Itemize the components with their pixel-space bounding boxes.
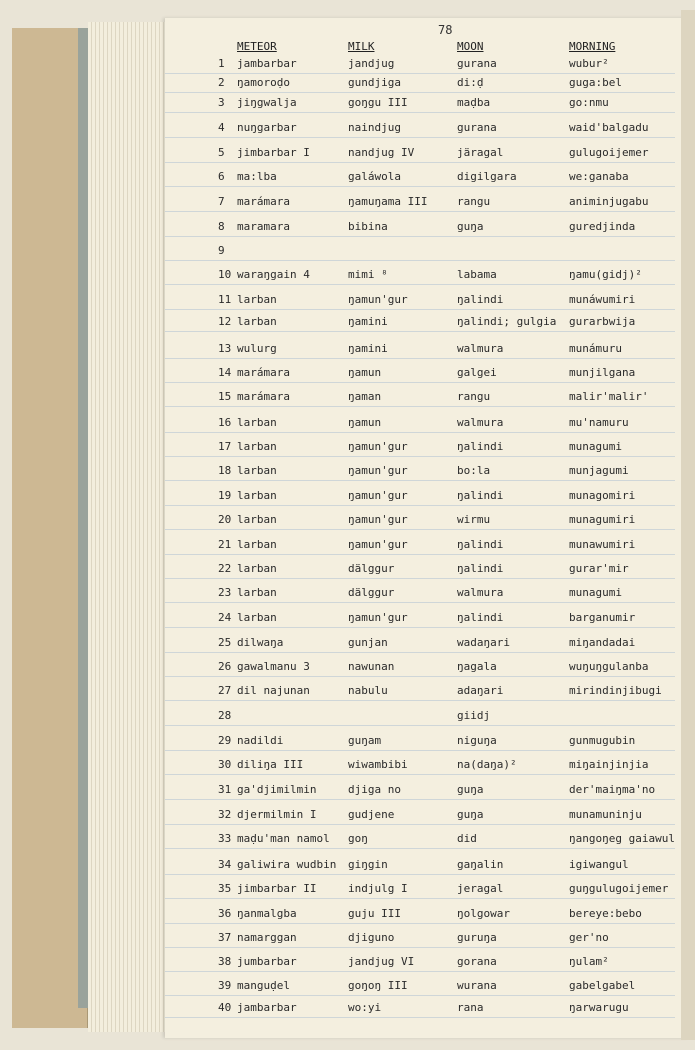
cell-moon: maḍba: [457, 96, 491, 109]
ruled-line: [165, 898, 675, 899]
cell-milk: goŋ: [348, 832, 368, 845]
cell-meteor: ŋamoroḍo: [237, 76, 290, 89]
cell-meteor: jumbarbar: [237, 955, 297, 968]
cell-milk: ŋamun'gur: [348, 538, 408, 551]
cell-number: 17: [218, 440, 232, 453]
cell-morning: wubur²: [569, 57, 609, 70]
cell-meteor: larban: [237, 440, 277, 453]
cell-meteor: ŋanmalgba: [237, 907, 297, 920]
cell-number: 30: [218, 758, 232, 771]
cell-moon: na(daŋa)²: [457, 758, 517, 771]
cell-meteor: larban: [237, 586, 277, 599]
cell-milk: gudjene: [348, 808, 395, 821]
cell-number: 2: [218, 76, 225, 89]
header-meteor: METEOR: [237, 40, 277, 53]
cell-milk: ŋamun: [348, 366, 382, 379]
cell-number: 5: [218, 146, 225, 159]
cell-milk: nandjug IV: [348, 146, 415, 159]
ruled-line: [165, 799, 675, 800]
cell-number: 18: [218, 464, 232, 477]
ruled-line: [165, 331, 675, 332]
cell-number: 21: [218, 538, 232, 551]
cell-number: 22: [218, 562, 232, 575]
cell-number: 36: [218, 907, 232, 920]
cell-milk: djiga no: [348, 783, 401, 796]
cell-number: 15: [218, 390, 232, 403]
ruled-line: [165, 578, 675, 579]
cell-milk: guŋam: [348, 734, 382, 747]
cell-number: 34: [218, 858, 232, 871]
cell-milk: ŋamun'gur: [348, 611, 408, 624]
cell-morning: gurarbwija: [569, 315, 636, 328]
cell-moon: ŋalindi: [457, 489, 504, 502]
cell-morning: ŋulam²: [569, 955, 609, 968]
cell-milk: ŋamuŋama III: [348, 195, 428, 208]
cell-meteor: djermilmin I: [237, 808, 317, 821]
cell-morning: munáwumiri: [569, 293, 636, 306]
ruled-line: [165, 211, 675, 212]
cell-moon: ŋalindi: [457, 611, 504, 624]
cell-moon: di:ḍ: [457, 76, 484, 89]
cell-number: 12: [218, 315, 232, 328]
ruled-line: [165, 480, 675, 481]
cell-moon: ŋalindi: [457, 440, 504, 453]
cell-morning: go:nmu: [569, 96, 609, 109]
cell-number: 23: [218, 586, 232, 599]
cell-number: 29: [218, 734, 232, 747]
ruled-line: [165, 284, 675, 285]
cell-milk: mimi ⁸: [348, 268, 388, 281]
cell-moon: labama: [457, 268, 497, 281]
cell-meteor: marámara: [237, 195, 290, 208]
cell-milk: ŋamun'gur: [348, 464, 408, 477]
cell-number: 6: [218, 170, 225, 183]
cell-moon: galgei: [457, 366, 497, 379]
cell-number: 37: [218, 931, 232, 944]
cell-morning: miŋainjinjia: [569, 758, 649, 771]
cell-number: 38: [218, 955, 232, 968]
cell-number: 33: [218, 832, 232, 845]
cell-milk: dälggur: [348, 562, 395, 575]
cell-morning: mirindinjibugi: [569, 684, 662, 697]
cell-morning: munjilgana: [569, 366, 636, 379]
cell-moon: ŋolgowar: [457, 907, 510, 920]
cell-moon: niguŋa: [457, 734, 497, 747]
cell-moon: gaŋalin: [457, 858, 504, 871]
cell-morning: munamuninju: [569, 808, 642, 821]
cell-morning: munagumi: [569, 586, 622, 599]
cell-moon: gurana: [457, 121, 497, 134]
cell-number: 31: [218, 783, 232, 796]
cell-meteor: galiwira wudbin: [237, 858, 337, 871]
cell-meteor: maramara: [237, 220, 290, 233]
cell-meteor: larban: [237, 315, 277, 328]
cell-moon: ŋalindi: [457, 293, 504, 306]
header-moon: MOON: [457, 40, 484, 53]
ruled-line: [165, 137, 675, 138]
cell-meteor: larban: [237, 538, 277, 551]
cell-moon: jeragal: [457, 882, 504, 895]
ruled-line: [165, 923, 675, 924]
ruled-line: [165, 358, 675, 359]
ruled-line: [165, 676, 675, 677]
cell-morning: munagomiri: [569, 489, 636, 502]
cell-morning: miŋandadai: [569, 636, 636, 649]
cell-moon: did: [457, 832, 477, 845]
cell-number: 35: [218, 882, 232, 895]
cell-moon: wurana: [457, 979, 497, 992]
cell-meteor: jimbarbar I: [237, 146, 310, 159]
cell-number: 3: [218, 96, 225, 109]
cell-morning: munjagumi: [569, 464, 629, 477]
cell-milk: jandjug VI: [348, 955, 415, 968]
cell-number: 26: [218, 660, 232, 673]
cell-milk: goŋgu III: [348, 96, 408, 109]
cell-meteor: jiŋgwalja: [237, 96, 297, 109]
cell-milk: wo:yi: [348, 1001, 382, 1014]
cell-number: 16: [218, 416, 232, 429]
ruled-line: [165, 824, 675, 825]
ruled-line: [165, 700, 675, 701]
ruled-line: [165, 602, 675, 603]
cell-milk: jandjug: [348, 57, 395, 70]
cell-number: 13: [218, 342, 232, 355]
ruled-line: [165, 848, 675, 849]
header-milk: MILK: [348, 40, 375, 53]
cell-morning: barganumir: [569, 611, 636, 624]
ruled-line: [165, 995, 675, 996]
ruled-line: [165, 627, 675, 628]
cell-morning: ger'no: [569, 931, 609, 944]
cell-milk: gundjiga: [348, 76, 401, 89]
cell-morning: guga:bel: [569, 76, 622, 89]
ruled-line: [165, 260, 675, 261]
cell-milk: ŋaman: [348, 390, 382, 403]
cell-milk: nabulu: [348, 684, 388, 697]
cell-milk: ŋamun'gur: [348, 489, 408, 502]
cell-meteor: dilwaŋa: [237, 636, 284, 649]
cell-meteor: larban: [237, 489, 277, 502]
cell-milk: ŋamini: [348, 315, 388, 328]
cell-moon: guŋa: [457, 808, 484, 821]
cell-morning: der'maiŋma'no: [569, 783, 656, 796]
cell-moon: ŋalindi: [457, 562, 504, 575]
cell-morning: munawumiri: [569, 538, 636, 551]
cell-meteor: larban: [237, 416, 277, 429]
cell-morning: ŋamu(gidj)²: [569, 268, 642, 281]
ruled-line: [165, 774, 675, 775]
cell-morning: wuŋuŋgulanba: [569, 660, 649, 673]
cell-moon: ŋagala: [457, 660, 497, 673]
cell-milk: ŋamun: [348, 416, 382, 429]
cell-number: 8: [218, 220, 225, 233]
ruled-line: [165, 554, 675, 555]
ruled-line: [165, 725, 675, 726]
cell-morning: munagumiri: [569, 513, 636, 526]
cell-moon: bo:la: [457, 464, 491, 477]
cell-meteor: manguḍel: [237, 979, 290, 992]
cell-moon: rangu: [457, 195, 491, 208]
ruled-line: [165, 505, 675, 506]
cell-moon: walmura: [457, 586, 504, 599]
ruled-line: [165, 456, 675, 457]
cell-number: 20: [218, 513, 232, 526]
cell-milk: djiguno: [348, 931, 395, 944]
cell-milk: dälggur: [348, 586, 395, 599]
cell-milk: goŋoŋ III: [348, 979, 408, 992]
cell-number: 40: [218, 1001, 232, 1014]
cell-milk: bibina: [348, 220, 388, 233]
ruled-line: [165, 112, 675, 113]
cell-moon: wadaŋari: [457, 636, 510, 649]
page-number: 78: [438, 23, 453, 37]
cell-morning: gulugoijemer: [569, 146, 649, 159]
cell-meteor: marámara: [237, 390, 290, 403]
cell-meteor: larban: [237, 562, 277, 575]
cell-moon: digilgara: [457, 170, 517, 183]
cell-milk: ŋamun'gur: [348, 293, 408, 306]
cell-milk: gunjan: [348, 636, 388, 649]
ruled-line: [165, 309, 675, 310]
cell-number: 24: [218, 611, 232, 624]
ruled-line: [165, 971, 675, 972]
cell-moon: gorana: [457, 955, 497, 968]
cell-morning: bereye:bebo: [569, 907, 642, 920]
cell-morning: guredjinda: [569, 220, 636, 233]
ruled-line: [165, 529, 675, 530]
cell-number: 32: [218, 808, 232, 821]
cell-meteor: marámara: [237, 366, 290, 379]
ruled-line: [165, 406, 675, 407]
cell-moon: adaŋari: [457, 684, 504, 697]
cell-meteor: nuŋgarbar: [237, 121, 297, 134]
cell-number: 25: [218, 636, 232, 649]
cell-moon: ŋalindi: [457, 538, 504, 551]
cell-milk: galáwola: [348, 170, 401, 183]
cell-milk: naindjug: [348, 121, 401, 134]
cell-moon: walmura: [457, 342, 504, 355]
cell-milk: wiwambibi: [348, 758, 408, 771]
cell-meteor: dil najunan: [237, 684, 310, 697]
cell-moon: guŋa: [457, 783, 484, 796]
cell-morning: ŋangoŋeg gaiawul: [569, 832, 675, 845]
cell-number: 39: [218, 979, 232, 992]
cell-milk: ŋamun'gur: [348, 513, 408, 526]
cell-meteor: larban: [237, 464, 277, 477]
cell-morning: ŋarwarugu: [569, 1001, 629, 1014]
cell-morning: igiwangul: [569, 858, 629, 871]
cell-number: 7: [218, 195, 225, 208]
cell-moon: järagal: [457, 146, 504, 159]
cell-meteor: ma:lba: [237, 170, 277, 183]
cell-moon: guŋa: [457, 220, 484, 233]
cell-moon: guruŋa: [457, 931, 497, 944]
cell-morning: waid'balgadu: [569, 121, 649, 134]
ruled-line: [165, 162, 675, 163]
cell-moon: rangu: [457, 390, 491, 403]
cell-meteor: ga'djimilmin: [237, 783, 317, 796]
cell-number: 1: [218, 57, 225, 70]
cell-moon: walmura: [457, 416, 504, 429]
cell-moon: giidj: [457, 709, 491, 722]
cell-morning: we:ganaba: [569, 170, 629, 183]
cell-morning: animinjugabu: [569, 195, 649, 208]
ruled-line: [165, 432, 675, 433]
cell-number: 4: [218, 121, 225, 134]
cell-meteor: maḍu'man namol: [237, 832, 330, 845]
cell-meteor: gawalmanu 3: [237, 660, 310, 673]
cell-number: 9: [218, 244, 225, 257]
cell-number: 11: [218, 293, 232, 306]
cell-meteor: diliŋa III: [237, 758, 304, 771]
ruled-line: [165, 73, 675, 74]
cell-morning: gunmugubin: [569, 734, 636, 747]
cell-milk: giŋgin: [348, 858, 388, 871]
cell-moon: rana: [457, 1001, 484, 1014]
cell-morning: mu'namuru: [569, 416, 629, 429]
ruled-line: [165, 92, 675, 93]
cell-meteor: namarggan: [237, 931, 297, 944]
cell-milk: indjulg I: [348, 882, 408, 895]
cell-milk: nawunan: [348, 660, 395, 673]
cell-moon: ŋalindi; gulgia: [457, 315, 557, 328]
cell-meteor: jambarbar: [237, 57, 297, 70]
cell-number: 14: [218, 366, 232, 379]
cell-milk: ŋamini: [348, 342, 388, 355]
cell-morning: malir'malir': [569, 390, 649, 403]
cell-milk: ŋamun'gur: [348, 440, 408, 453]
cell-meteor: nadildi: [237, 734, 284, 747]
cell-meteor: jambarbar: [237, 1001, 297, 1014]
cell-number: 28: [218, 709, 232, 722]
cell-meteor: jimbarbar II: [237, 882, 317, 895]
ruled-line: [165, 874, 675, 875]
cell-morning: guŋgulugoijemer: [569, 882, 669, 895]
cell-meteor: larban: [237, 513, 277, 526]
cell-meteor: larban: [237, 293, 277, 306]
ruled-line: [165, 652, 675, 653]
cell-morning: gabelgabel: [569, 979, 636, 992]
header-morning: MORNING: [569, 40, 616, 53]
cell-number: 19: [218, 489, 232, 502]
cell-moon: wirmu: [457, 513, 491, 526]
ruled-line: [165, 236, 675, 237]
cell-meteor: wulurg: [237, 342, 277, 355]
ruled-line: [165, 186, 675, 187]
cell-morning: munagumi: [569, 440, 622, 453]
cell-morning: gurar'mir: [569, 562, 629, 575]
cell-moon: gurana: [457, 57, 497, 70]
cell-morning: munámuru: [569, 342, 622, 355]
ruled-line: [165, 382, 675, 383]
cell-meteor: waraŋgain 4: [237, 268, 310, 281]
cell-milk: guju III: [348, 907, 401, 920]
cell-number: 10: [218, 268, 232, 281]
ruled-line: [165, 947, 675, 948]
cell-meteor: larban: [237, 611, 277, 624]
ruled-line: [165, 1017, 675, 1018]
ruled-line: [165, 750, 675, 751]
cell-number: 27: [218, 684, 232, 697]
